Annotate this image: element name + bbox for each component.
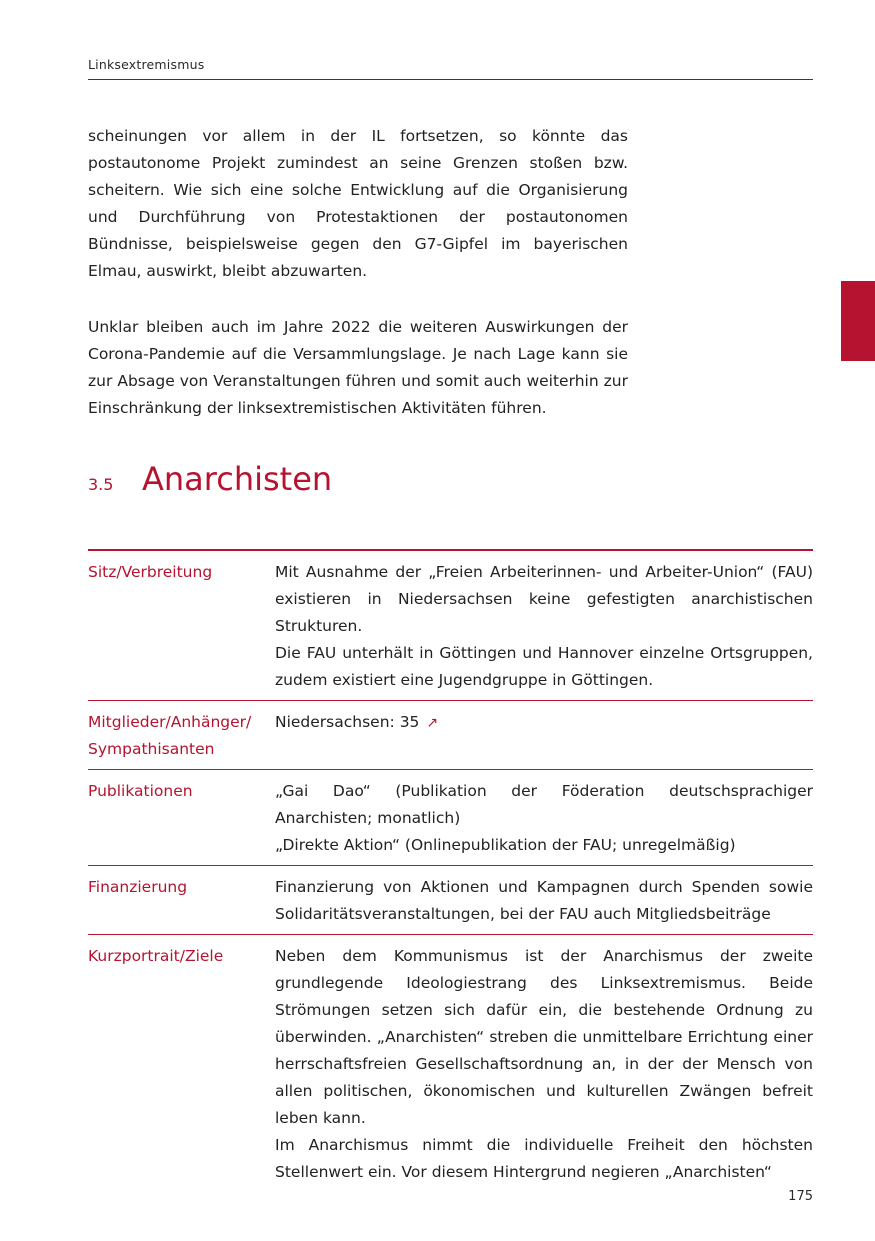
row-text — [275, 709, 813, 737]
row-content — [275, 559, 813, 694]
row-text: „Direkte Aktion“ (Onlinepublikation der FAU; unregelmäßig) — [275, 836, 736, 854]
table-row — [88, 935, 813, 1192]
row-label: Finanzierung — [88, 878, 188, 896]
body-paragraph-1: scheinungen vor allem in der IL fortsetzen, so könnte das postautonome Projekt zumindest an seine Grenzen stoßen bzw. scheitern. Wie sich eine solche Entwicklung auf die Organisierung und Durchführung von Protestaktionen der postautonomen Bündnisse, beispielsweise gegen den G7-Gipfel im bayerischen Elmau, auswirkt, bleibt abzuwarten. — [88, 127, 628, 280]
body-paragraph-2: Unklar bleiben auch im Jahre 2022 die weiteren Auswirkungen der Corona-Pandemie auf die Versammlungslage. Je nach Lage kann sie zur Absage von Veranstaltungen führen und somit auch weiterhin zur Einschränkung der linksextremistischen Aktivitäten führen. — [88, 318, 628, 417]
table-row — [88, 866, 813, 935]
table-row — [88, 551, 813, 701]
row-label: Kurzportrait/Ziele — [88, 947, 224, 965]
row-text: Neben dem Kommunismus ist der Anarchismus der zweite grundlegende Ideologiestrang des Linksextremismus. Beide Strömungen setzen sich dafür ein, die bestehende Ordnung zu überwinden. „Anarchisten“ streben die unmittelbare Errichtung einer herrschaftsfreien Gesellschaftsordnung an, in der der Mensch von allen politischen, ökonomischen und kulturellen Zwängen befreit leben kann. — [275, 947, 813, 1127]
row-content — [275, 778, 813, 859]
row-text: Im Anarchismus nimmt die individuelle Freiheit den höchsten Stellenwert ein. Vor diesem Hintergrund negieren „Anarchisten“ — [275, 1136, 813, 1181]
section-title: Anarchisten — [142, 460, 333, 498]
row-content — [275, 874, 813, 928]
section-number: 3.5 — [88, 475, 114, 494]
row-label: Publikationen — [88, 782, 193, 800]
header-rule — [88, 79, 813, 80]
profile-table — [88, 549, 813, 1192]
member-count-text: Niedersachsen: 35 — [275, 713, 420, 731]
table-row — [88, 770, 813, 866]
chapter-tab-marker — [841, 281, 875, 361]
row-label: Sitz/Verbreitung — [88, 563, 213, 581]
table-row — [88, 701, 813, 770]
section-heading — [88, 460, 332, 510]
row-label: Mitglieder/Anhänger/ Sympathisanten — [88, 713, 252, 758]
row-text: „Gai Dao“ (Publikation der Föderation deutschsprachiger Anarchisten; monatlich) — [275, 782, 813, 827]
running-header: Linksextremismus — [88, 57, 205, 72]
page-number: 175 — [788, 1189, 813, 1204]
trend-up-icon: ↗ — [426, 715, 439, 731]
row-content — [275, 943, 813, 1186]
row-text: Finanzierung von Aktionen und Kampagnen durch Spenden sowie Solidaritätsveranstaltungen, bei der FAU auch Mitgliedsbeiträge — [275, 878, 813, 923]
row-text: Mit Ausnahme der „Freien Arbeiterinnen- und Arbeiter-Union“ (FAU) existieren in Niedersachsen keine gefestigten anarchistischen Strukturen. — [275, 563, 813, 635]
row-content — [275, 709, 813, 763]
row-text: Die FAU unterhält in Göttingen und Hannover einzelne Ortsgruppen, zudem existiert eine Jugendgruppe in Göttingen. — [275, 644, 813, 689]
